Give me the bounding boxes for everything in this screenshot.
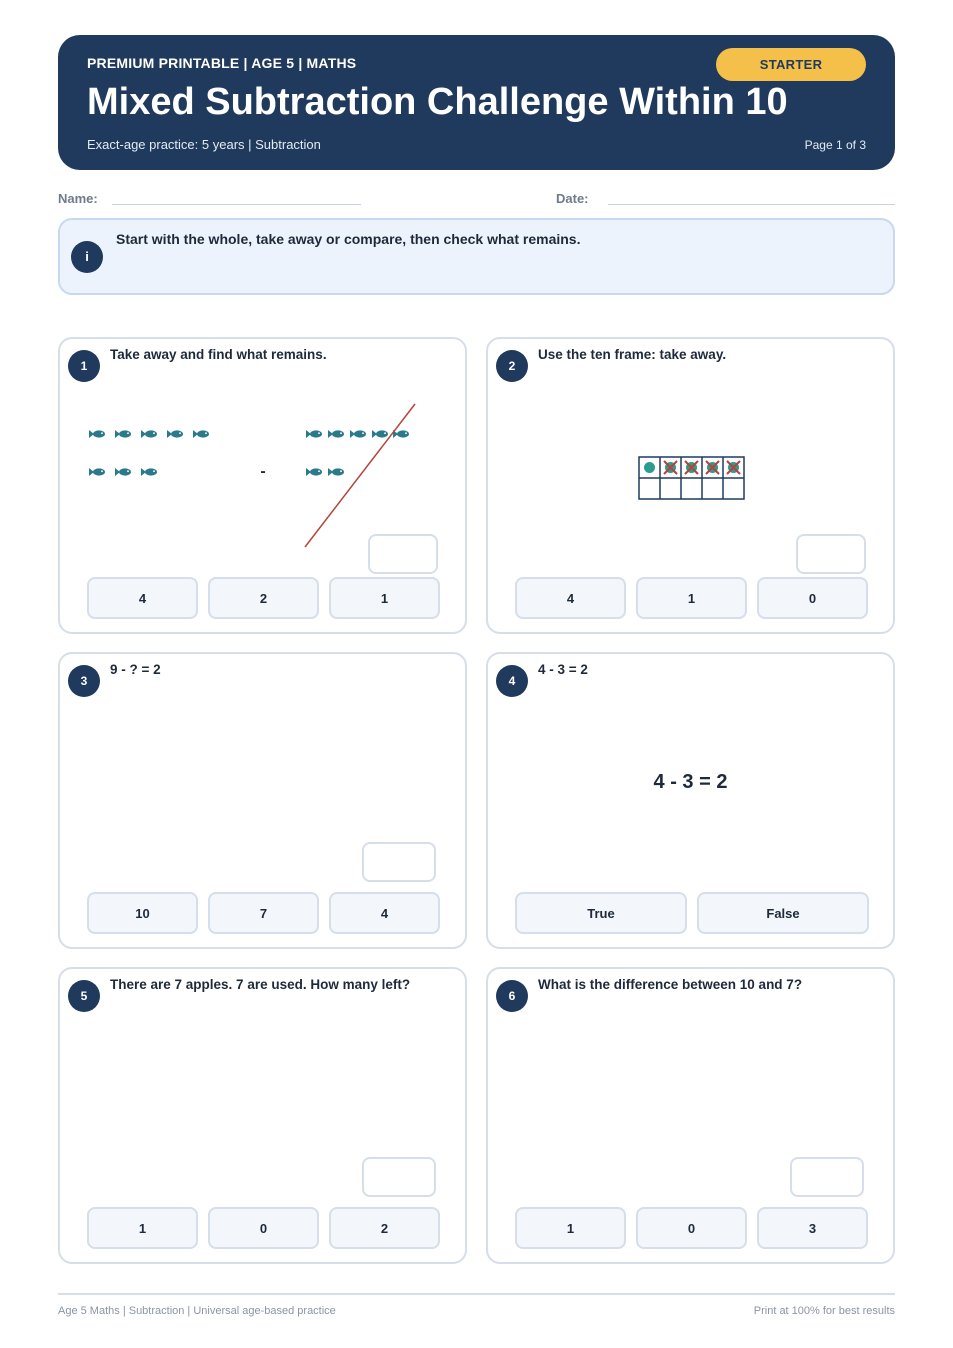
header-eyebrow: PREMIUM PRINTABLE | AGE 5 | MATHS [87, 55, 357, 71]
option-button[interactable]: 4 [87, 577, 198, 619]
question-number: 4 [496, 665, 528, 697]
question-prompt: 9 - ? = 2 [110, 662, 161, 677]
question-number: 3 [68, 665, 100, 697]
instructions-text: Start with the whole, take away or compare, then check what remains. [116, 231, 581, 247]
option-button[interactable]: 0 [757, 577, 868, 619]
worksheet-header [58, 35, 895, 170]
level-badge: STARTER [716, 48, 866, 81]
option-button[interactable]: 2 [208, 577, 319, 619]
question-card-2 [486, 337, 895, 634]
option-button[interactable]: 7 [208, 892, 319, 934]
question-prompt: What is the difference between 10 and 7? [538, 977, 803, 992]
page-indicator: Page 1 of 3 [804, 138, 866, 152]
question-prompt: 4 - 3 = 2 [538, 662, 588, 677]
name-label: Name: [58, 191, 98, 206]
answer-box[interactable] [362, 842, 436, 882]
footer-left-text: Age 5 Maths | Subtraction | Universal age-based practice [58, 1305, 336, 1317]
answer-options [87, 577, 440, 619]
answer-options [515, 892, 869, 934]
answer-box[interactable] [796, 534, 866, 574]
date-label: Date: [556, 191, 589, 206]
answer-options [87, 1207, 440, 1249]
answer-box[interactable] [362, 1157, 436, 1197]
footer-right-text: Print at 100% for best results [753, 1305, 895, 1317]
option-button[interactable]: 1 [329, 577, 440, 619]
answer-box[interactable] [790, 1157, 864, 1197]
question-prompt: Use the ten frame: take away. [538, 347, 727, 362]
cross-out-line [305, 404, 415, 547]
counter-dot [644, 462, 655, 473]
answer-options [87, 892, 440, 934]
name-field[interactable] [112, 204, 361, 205]
answer-box[interactable] [368, 534, 438, 574]
question-card-5 [58, 967, 467, 1264]
question-card-1 [58, 337, 467, 634]
question-number: 2 [496, 350, 528, 382]
question-number: 1 [68, 350, 100, 382]
question-prompt: Take away and find what remains. [110, 347, 327, 362]
option-button[interactable]: 0 [636, 1207, 747, 1249]
fish-group-left [89, 430, 209, 476]
option-button[interactable]: 0 [208, 1207, 319, 1249]
true-button[interactable]: True [515, 892, 687, 934]
option-button[interactable]: 10 [87, 892, 198, 934]
question-prompt: There are 7 apples. 7 are used. How many left? [110, 977, 411, 992]
ten-frame [638, 455, 746, 501]
question-card-3 [58, 652, 467, 949]
fish-group-right [306, 430, 409, 476]
question-number: 5 [68, 980, 100, 1012]
info-icon: i [71, 241, 103, 273]
minus-sign: - [260, 463, 266, 480]
question-number: 6 [496, 980, 528, 1012]
question-card-4 [486, 652, 895, 949]
answer-options [515, 1207, 868, 1249]
page-title: Mixed Subtraction Challenge Within 10 [87, 81, 788, 123]
footer-divider [58, 1293, 895, 1295]
option-button[interactable]: 1 [636, 577, 747, 619]
equation-display: 4 - 3 = 2 [653, 771, 728, 793]
option-button[interactable]: 3 [757, 1207, 868, 1249]
option-button[interactable]: 2 [329, 1207, 440, 1249]
option-button[interactable]: 4 [329, 892, 440, 934]
question-card-6 [486, 967, 895, 1264]
instructions-banner [58, 218, 895, 295]
date-field[interactable] [608, 204, 895, 205]
option-button[interactable]: 4 [515, 577, 626, 619]
option-button[interactable]: 1 [515, 1207, 626, 1249]
answer-options [515, 577, 868, 619]
option-button[interactable]: 1 [87, 1207, 198, 1249]
header-subtitle: Exact-age practice: 5 years | Subtraction [87, 137, 321, 152]
false-button[interactable]: False [697, 892, 869, 934]
